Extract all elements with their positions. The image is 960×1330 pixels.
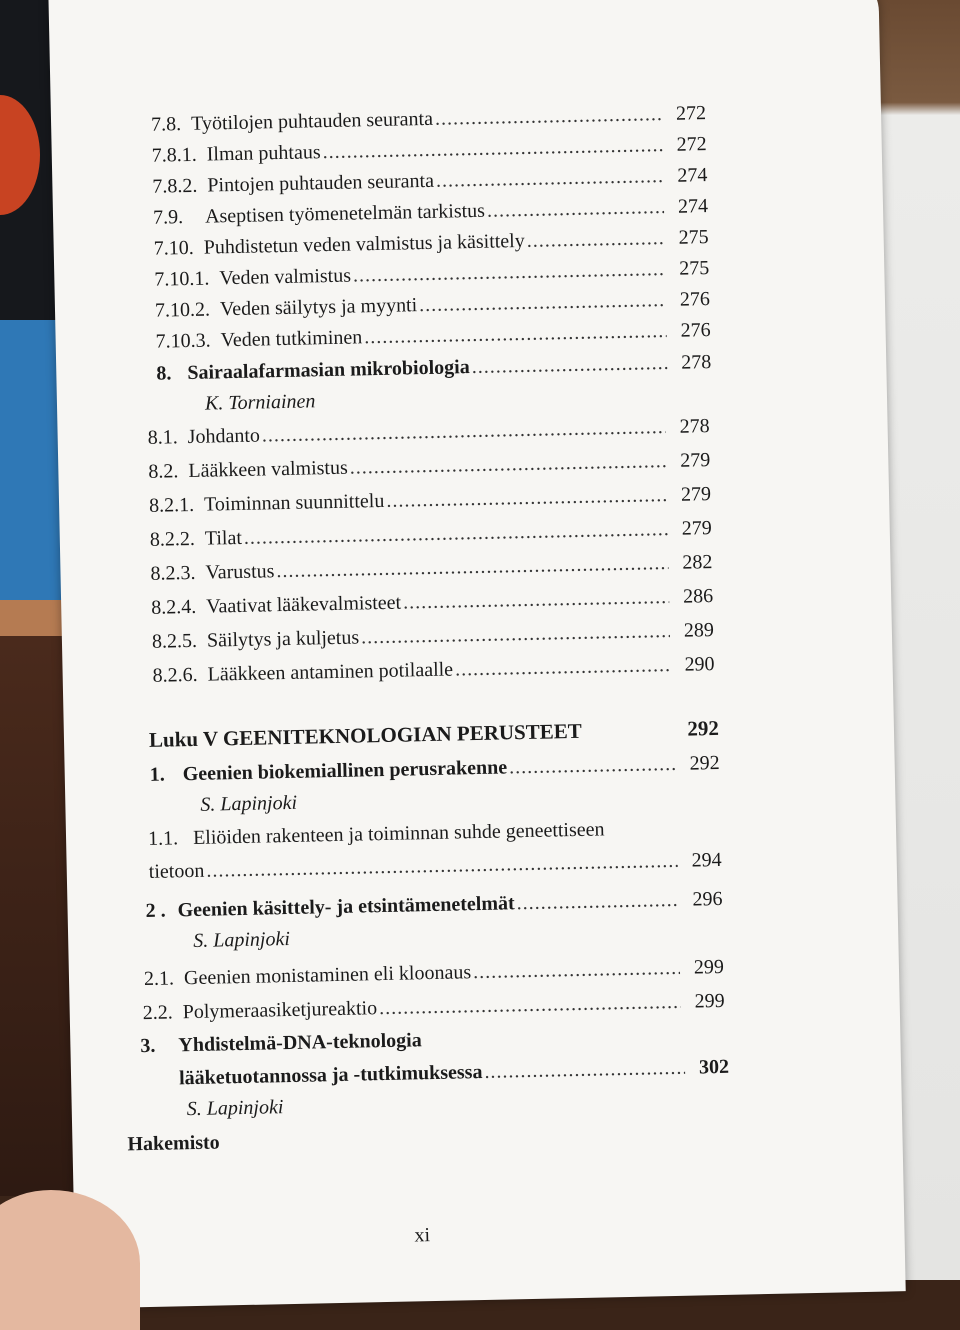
toc-entry (154, 256, 709, 292)
book-page (48, 0, 905, 1309)
toc-entry (150, 516, 712, 552)
entry-title: Polymeraasiketjureaktio (182, 997, 378, 1024)
entry-number: 7.9. (152, 206, 184, 229)
leader-dots (386, 483, 667, 513)
toc-section-heading (156, 350, 711, 386)
leader-dots (206, 849, 678, 883)
entry-page: 279 (680, 483, 712, 506)
leader-dots (487, 195, 665, 223)
entry-number: 8.2.2. (149, 527, 196, 551)
toc-entry (155, 318, 710, 354)
entry-page: 272 (676, 133, 707, 156)
toc-entry (152, 163, 707, 199)
entry-title: Lääkkeen antaminen potilaalle (207, 658, 454, 686)
leader-dots (244, 517, 668, 550)
entry-title: Geenien monistaminen eli kloonaus (183, 961, 472, 990)
leader-dots (484, 1056, 685, 1084)
toc-entry (147, 414, 709, 450)
toc-entry (149, 482, 711, 518)
entry-title: Työtilojen puhtauden seuranta (190, 107, 434, 135)
leader-dots (276, 551, 669, 583)
entry-page: 279 (681, 517, 712, 540)
section-title: Sairaalafarmasian mikrobiologia (187, 356, 470, 385)
leader-dots (350, 449, 667, 480)
entry-number: 8.1. (147, 426, 178, 449)
entry-number: 2.1. (143, 967, 175, 991)
entry-title: Veden säilytys ja myynti (219, 294, 418, 321)
section-page: 302 (698, 1055, 730, 1079)
entry-number: 8.2. (148, 460, 179, 483)
section-page: 292 (689, 751, 720, 775)
entry-number: 7.8. (150, 113, 182, 136)
entry-title: Puhdistetun veden valmistus ja käsittely (203, 229, 525, 259)
entry-title: Vaativat lääkevalmisteet (206, 591, 402, 618)
entry-number: 7.8.1. (151, 143, 198, 167)
section-number: 1. (149, 763, 165, 786)
entry-title-continued: tietoon (148, 859, 205, 883)
entry-page: 282 (682, 551, 713, 574)
toc-entry (153, 225, 708, 261)
section-number: 8. (156, 362, 172, 385)
entry-number: 7.10.1. (154, 267, 210, 291)
section-author: K. Torniainen (204, 390, 316, 415)
entry-title: Toiminnan suunnittelu (203, 489, 385, 516)
toc-entry-line2 (149, 848, 722, 884)
section-title: Geenien käsittely- ja etsintämenetelmät (177, 892, 515, 922)
entry-page: 289 (683, 619, 715, 642)
leader-dots (322, 133, 663, 164)
entry-number: 8.2.3. (150, 561, 196, 585)
leader-dots (353, 257, 666, 288)
leader-dots (361, 619, 670, 649)
leader-dots (379, 990, 681, 1020)
entry-title: Pintojen puhtauden seuranta (207, 169, 435, 197)
toc-entry (152, 132, 707, 168)
entry-page: 299 (693, 955, 725, 979)
leader-dots (435, 102, 663, 131)
entry-title: Säilytys ja kuljetus (206, 626, 360, 652)
section-author: S. Lapinjoki (186, 1096, 284, 1121)
toc-entry (144, 955, 724, 991)
leader-dots (509, 752, 676, 779)
toc-entry (155, 287, 710, 323)
section-title: Yhdistelmä-DNA-teknologia (178, 1029, 422, 1057)
entry-number: 2.2. (142, 1001, 173, 1025)
leader-dots (364, 319, 667, 349)
leader-dots (471, 351, 667, 379)
leader-dots (436, 164, 664, 193)
entry-page: 276 (679, 288, 711, 311)
entry-page: 275 (679, 257, 710, 280)
entry-number: 8.2.4. (151, 595, 197, 619)
toc-entry-line1 (148, 817, 605, 851)
toc-entry (151, 101, 706, 137)
entry-title: Ilman puhtaus (206, 141, 321, 166)
entry-title: Tilat (204, 526, 243, 550)
section-title-continued: lääketuotannossa ja -tutkimuksessa (178, 1060, 483, 1090)
entry-number: 7.10. (153, 236, 194, 260)
chapter-heading (149, 715, 719, 753)
toc-entry (150, 550, 712, 586)
toc-section-heading (150, 751, 720, 787)
chapter-page: 292 (687, 715, 720, 741)
entry-number: 8.2.1. (148, 493, 195, 517)
entry-title: Varustus (205, 560, 275, 584)
page-number: xi (414, 1224, 431, 1247)
entry-page: 272 (675, 102, 707, 125)
leader-dots (419, 288, 666, 317)
entry-number: 8.2.5. (151, 629, 198, 653)
section-page: 296 (692, 887, 723, 911)
leader-dots (262, 415, 666, 447)
entry-number: 7.10.3. (155, 329, 211, 353)
section-number: 2 . (145, 899, 166, 922)
toc-section-heading-line2 (179, 1055, 729, 1091)
entry-page: 274 (677, 195, 709, 218)
entry-page: 275 (678, 226, 709, 249)
entry-number: 1.1. (147, 827, 179, 850)
toc-entry (148, 448, 710, 484)
leader-dots (526, 226, 664, 253)
entry-number: 7.8.2. (152, 174, 198, 198)
toc-entry (152, 652, 714, 688)
toc-entry (152, 618, 714, 654)
toc-entry (153, 194, 708, 230)
entry-title: Aseptisen työmenetelmän tarkistus (204, 199, 486, 228)
section-title: Geenien biokemiallinen perusrakenne (182, 756, 508, 786)
entry-page: 290 (684, 653, 715, 676)
entry-number: 7.10.2. (154, 298, 211, 322)
toc-section-heading-line1 (140, 1028, 422, 1058)
entry-page: 286 (682, 585, 714, 608)
entry-title: Eliöiden rakenteen ja toiminnan suhde geneettiseen (192, 818, 605, 849)
entry-page: 274 (677, 164, 708, 187)
leader-dots (473, 956, 680, 984)
entry-title: Veden valmistus (219, 264, 352, 290)
leader-dots (403, 585, 670, 615)
entry-number: 8.2.6. (152, 663, 198, 687)
entry-page: 294 (691, 848, 722, 872)
entry-page: 276 (680, 319, 711, 342)
toc-entry (142, 989, 724, 1025)
entry-page: 299 (694, 989, 725, 1013)
entry-page: 278 (679, 415, 710, 438)
entry-page: 279 (680, 449, 711, 472)
section-number: 3. (140, 1034, 156, 1058)
toc-entry (151, 584, 713, 620)
section-author: S. Lapinjoki (193, 927, 291, 953)
entry-title: Lääkkeen valmistus (188, 456, 348, 483)
leader-dots (455, 653, 671, 682)
section-page: 278 (681, 351, 712, 374)
toc-section-heading (145, 887, 722, 923)
entry-title: Veden tutkiminen (220, 326, 363, 352)
chapter-title: Luku V GEENITEKNOLOGIAN PERUSTEET (148, 718, 582, 752)
entry-title: Johdanto (187, 424, 261, 449)
leader-dots (516, 888, 678, 915)
table-of-contents (48, 0, 905, 1309)
section-author: S. Lapinjoki (200, 791, 298, 816)
index-heading: Hakemisto (127, 1131, 220, 1156)
